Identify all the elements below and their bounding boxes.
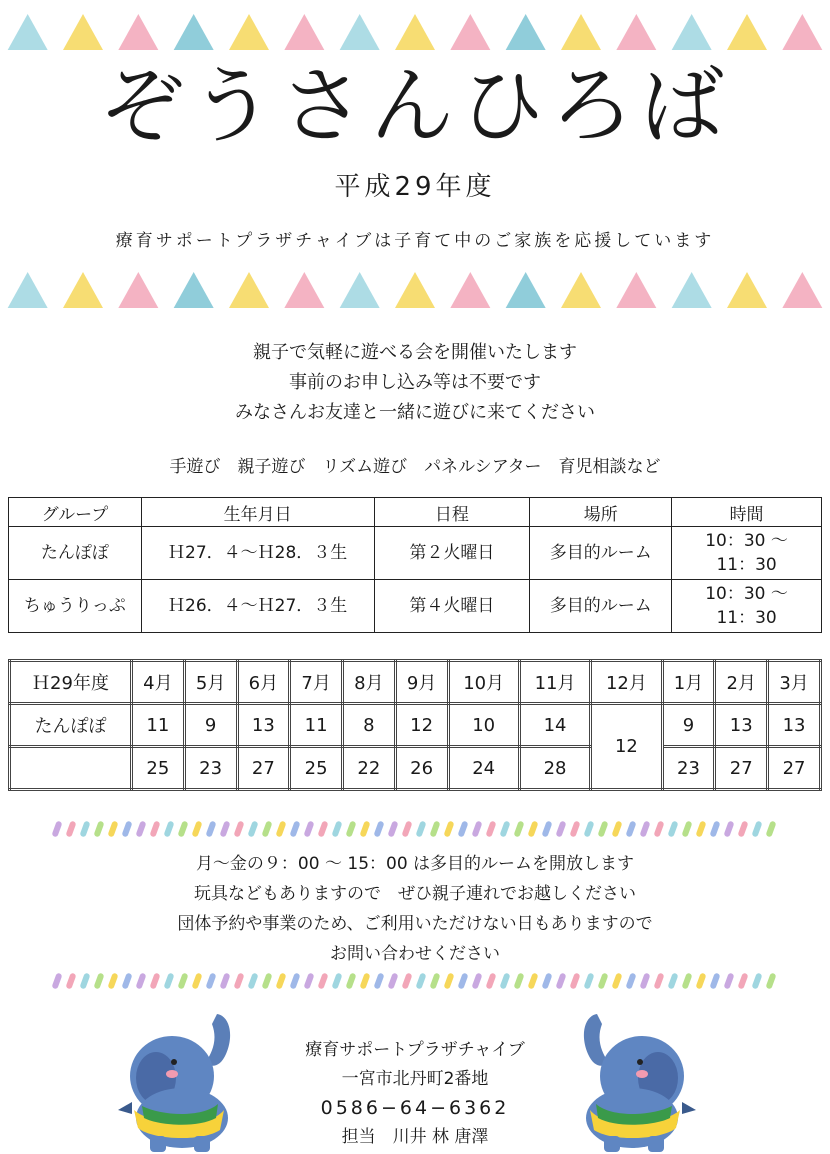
date-cell: 9 [662,704,715,747]
info-line: お問い合わせください [330,944,500,964]
divider-dash [317,972,328,989]
divider-dash [485,820,496,837]
bunting-triangle [782,14,822,50]
divider-dash [177,972,188,989]
month-cell: 3月 [768,661,821,704]
divider-dash [51,972,62,989]
date-cell: 25 [290,747,343,790]
divider-dash [751,820,762,837]
date-cell: 27 [768,747,821,790]
date-cell: 27 [715,747,768,790]
bunting-triangle [118,14,158,50]
bunting-triangle [506,272,546,308]
bunting-triangle [284,14,324,50]
divider-dash [373,972,384,989]
staff: 担当 川井 林 唐澤 [341,1127,489,1147]
divider-dash [639,820,650,837]
divider-dash [541,972,552,989]
divider-dash [401,820,412,837]
month-cell: 2月 [715,661,768,704]
divider-dash [443,972,454,989]
divider-dash [471,820,482,837]
date-cell: 11 [132,704,185,747]
divider-dash [583,820,594,837]
divider-dash [415,972,426,989]
bunting-triangle [616,14,656,50]
bunting-triangle [727,14,767,50]
divider-dash [93,820,104,837]
intro-line: 親子で気軽に遊べる会を開催いたします [253,342,577,363]
divider-dash [723,820,734,837]
header-place: 場所 [530,498,672,527]
time-start: 10：30 ～ [705,584,788,604]
divider-dash [359,820,370,837]
date-cell: 10 [448,704,519,747]
bunting-triangle [672,272,712,308]
date-cell: 13 [715,704,768,747]
divider-dash [513,972,524,989]
bunting-triangle [174,14,214,50]
divider-dash [583,972,594,989]
day-cell: 第２火曜日 [374,527,530,580]
divider-dash [765,972,776,989]
divider-dash [289,972,300,989]
info-line: 団体予約や事業のため、ご利用いただけない日もありますので [177,914,653,934]
divider-dash [415,820,426,837]
date-cell: 26 [395,747,448,790]
time-end: 11：30 [716,555,777,575]
intro-line: 事前のお申し込み等は不要です [289,372,541,393]
divider-dash [345,972,356,989]
divider-dash [163,820,174,837]
divider-dash [499,820,510,837]
divider-dash [93,972,104,989]
empty-label [10,747,132,790]
divider-dash [471,972,482,989]
divider-dash [541,820,552,837]
bunting-triangle [174,272,214,308]
divider-dash [625,972,636,989]
month-cell: 1月 [662,661,715,704]
bunting-triangle [395,14,435,50]
divider-dash [527,820,538,837]
divider-dash [261,972,272,989]
divider-dash [527,972,538,989]
divider-dash [723,972,734,989]
bunting-triangle [229,14,269,50]
date-cell: 28 [519,747,590,790]
divider-dash [737,972,748,989]
bunting-triangle [63,14,103,50]
bunting-triangle [8,14,48,50]
birth-cell: Ｈ26．４～Ｈ27．３生 [141,580,374,633]
divider-dash [303,820,314,837]
bunting-middle [0,268,830,312]
divider-dash [709,972,720,989]
dates-row [10,747,821,790]
divider-dash [695,820,706,837]
time-cell [672,580,822,633]
header-group: グループ [9,498,142,527]
group-label: たんぽぽ [10,704,132,747]
info-line: 月～金の９：00 ～ 15：00 は多目的ルームを開放します [195,854,635,874]
address: 一宮市北丹町2番地 [341,1069,489,1089]
date-cell: 11 [290,704,343,747]
divider-dash [765,820,776,837]
month-cell: 4月 [132,661,185,704]
divider-dash [331,820,342,837]
divider-dash [513,820,524,837]
header-day: 日程 [374,498,530,527]
date-cell: 27 [237,747,290,790]
divider-dash [597,820,608,837]
divider-dash [457,972,468,989]
divider-dash [65,820,76,837]
divider-dash [555,820,566,837]
bunting-triangle [672,14,712,50]
divider-dash [163,972,174,989]
dash-divider-icon [50,970,780,992]
date-cell: 25 [132,747,185,790]
bunting-triangle [340,14,380,50]
divider-dash [51,820,62,837]
divider-dash [499,972,510,989]
divider-dash [261,820,272,837]
divider-dash [387,820,398,837]
time-cell [672,527,822,580]
table-header-row [9,498,822,527]
divider-dash [247,972,258,989]
divider-dash [233,820,244,837]
months-row [10,661,821,704]
divider-dash [653,820,664,837]
divider-dash [373,820,384,837]
bunting-triangle [506,14,546,50]
divider-dash [429,820,440,837]
divider-dash [191,972,202,989]
date-cell: 24 [448,747,519,790]
place-cell: 多目的ルーム [530,527,672,580]
divider-dash [667,820,678,837]
birth-cell: Ｈ27．４～Ｈ28．３生 [141,527,374,580]
divider-dash [247,820,258,837]
divider-dash [219,972,230,989]
bunting-triangle [782,272,822,308]
divider-dash [751,972,762,989]
divider-dash [681,820,692,837]
bunting-triangle [561,14,601,50]
dates-table [8,659,822,791]
divider-dash [569,820,580,837]
bunting-triangle [450,272,490,308]
divider-dash [443,820,454,837]
date-cell: 23 [184,747,237,790]
month-cell: 9月 [395,661,448,704]
divider-dash [331,972,342,989]
page-title: ぞうさんひろば [99,57,730,155]
divider-dash [233,972,244,989]
divider-dash [205,820,216,837]
header-birth: 生年月日 [141,498,374,527]
bunting-triangle [616,272,656,308]
table-row [9,580,822,633]
subtitle: 療育サポートプラザチャイブは子育て中のご家族を応援しています [115,231,715,251]
bunting-triangle [63,272,103,308]
divider-dash [681,972,692,989]
divider-dash [121,820,132,837]
month-cell: 11月 [519,661,590,704]
date-cell: 13 [768,704,821,747]
month-cell: 5月 [184,661,237,704]
divider-dash [107,820,118,837]
bunting-triangle [118,272,158,308]
divider-dash [135,972,146,989]
elephant-icon [572,1006,702,1152]
divider-dash [177,820,188,837]
bunting-triangle [284,272,324,308]
bunting-top [0,10,830,54]
month-cell: 8月 [343,661,396,704]
intro-line: みなさんお友達と一緒に遊びに来てください [235,402,595,423]
month-cell: 7月 [290,661,343,704]
divider-dash [149,820,160,837]
elephant-icon [112,1006,242,1152]
divider-dash [79,972,90,989]
divider-dash [709,820,720,837]
divider-dash [317,820,328,837]
divider-dash [485,972,496,989]
divider-dash [275,820,286,837]
bunting-triangle [340,272,380,308]
date-cell: 22 [343,747,396,790]
bunting-triangle [395,272,435,308]
divider-dash [289,820,300,837]
time-start: 10：30 ～ [705,531,788,551]
bunting-triangle [561,272,601,308]
divider-dash [653,972,664,989]
bunting-triangle [8,272,48,308]
divider-dash [107,972,118,989]
info-line: 玩具などもありますので ぜひ親子連れでお越しください [194,884,636,904]
dash-divider-icon [50,818,780,840]
dates-row [10,704,821,747]
group-cell: ちゅうりっぷ [9,580,142,633]
month-cell: 12月 [591,661,662,704]
time-end: 11：30 [716,608,777,628]
divider-dash [149,972,160,989]
date-cell: 9 [184,704,237,747]
divider-dash [359,972,370,989]
bunting-triangle [229,272,269,308]
divider-dash [135,820,146,837]
header-time: 時間 [672,498,822,527]
divider-dash [611,820,622,837]
org-name: 療育サポートプラザチャイブ [305,1040,525,1060]
divider-dash [597,972,608,989]
divider-dash [345,820,356,837]
triangle-bunting-icon [0,268,830,312]
date-cell: 14 [519,704,590,747]
group-cell: たんぽぽ [9,527,142,580]
divider-dash [737,820,748,837]
intro-text [0,338,830,428]
divider-dash [275,972,286,989]
activities-list: 手遊び 親子遊び リズム遊び パネルシアター 育児相談など [169,457,661,477]
day-cell: 第４火曜日 [374,580,530,633]
bunting-triangle [450,14,490,50]
triangle-bunting-icon [0,10,830,54]
divider-dash [191,820,202,837]
year-label: Ｈ29年度 [10,661,132,704]
divider-dash [121,972,132,989]
info-text [0,849,830,969]
divider-dash [303,972,314,989]
divider-dash [387,972,398,989]
date-cell: 23 [662,747,715,790]
month-cell: 6月 [237,661,290,704]
divider-dash [695,972,706,989]
date-cell: 8 [343,704,396,747]
date-cell: 12 [395,704,448,747]
divider-dash [667,972,678,989]
divider-dash [611,972,622,989]
divider-dash [219,820,230,837]
table-row [9,527,822,580]
place-cell: 多目的ルーム [530,580,672,633]
divider-dash [79,820,90,837]
divider-dash [625,820,636,837]
divider-dash [569,972,580,989]
schedule-table [8,497,822,633]
divider-dash [401,972,412,989]
date-cell: 12 [591,704,662,790]
divider-dash [429,972,440,989]
divider-dash [639,972,650,989]
date-cell: 13 [237,704,290,747]
fiscal-year: 平成29年度 [334,172,496,202]
divider-dash [457,820,468,837]
divider-dash [65,972,76,989]
phone-number: 0586−64−6362 [320,1097,510,1119]
month-cell: 10月 [448,661,519,704]
bunting-triangle [727,272,767,308]
divider-dash [555,972,566,989]
divider-dash [205,972,216,989]
